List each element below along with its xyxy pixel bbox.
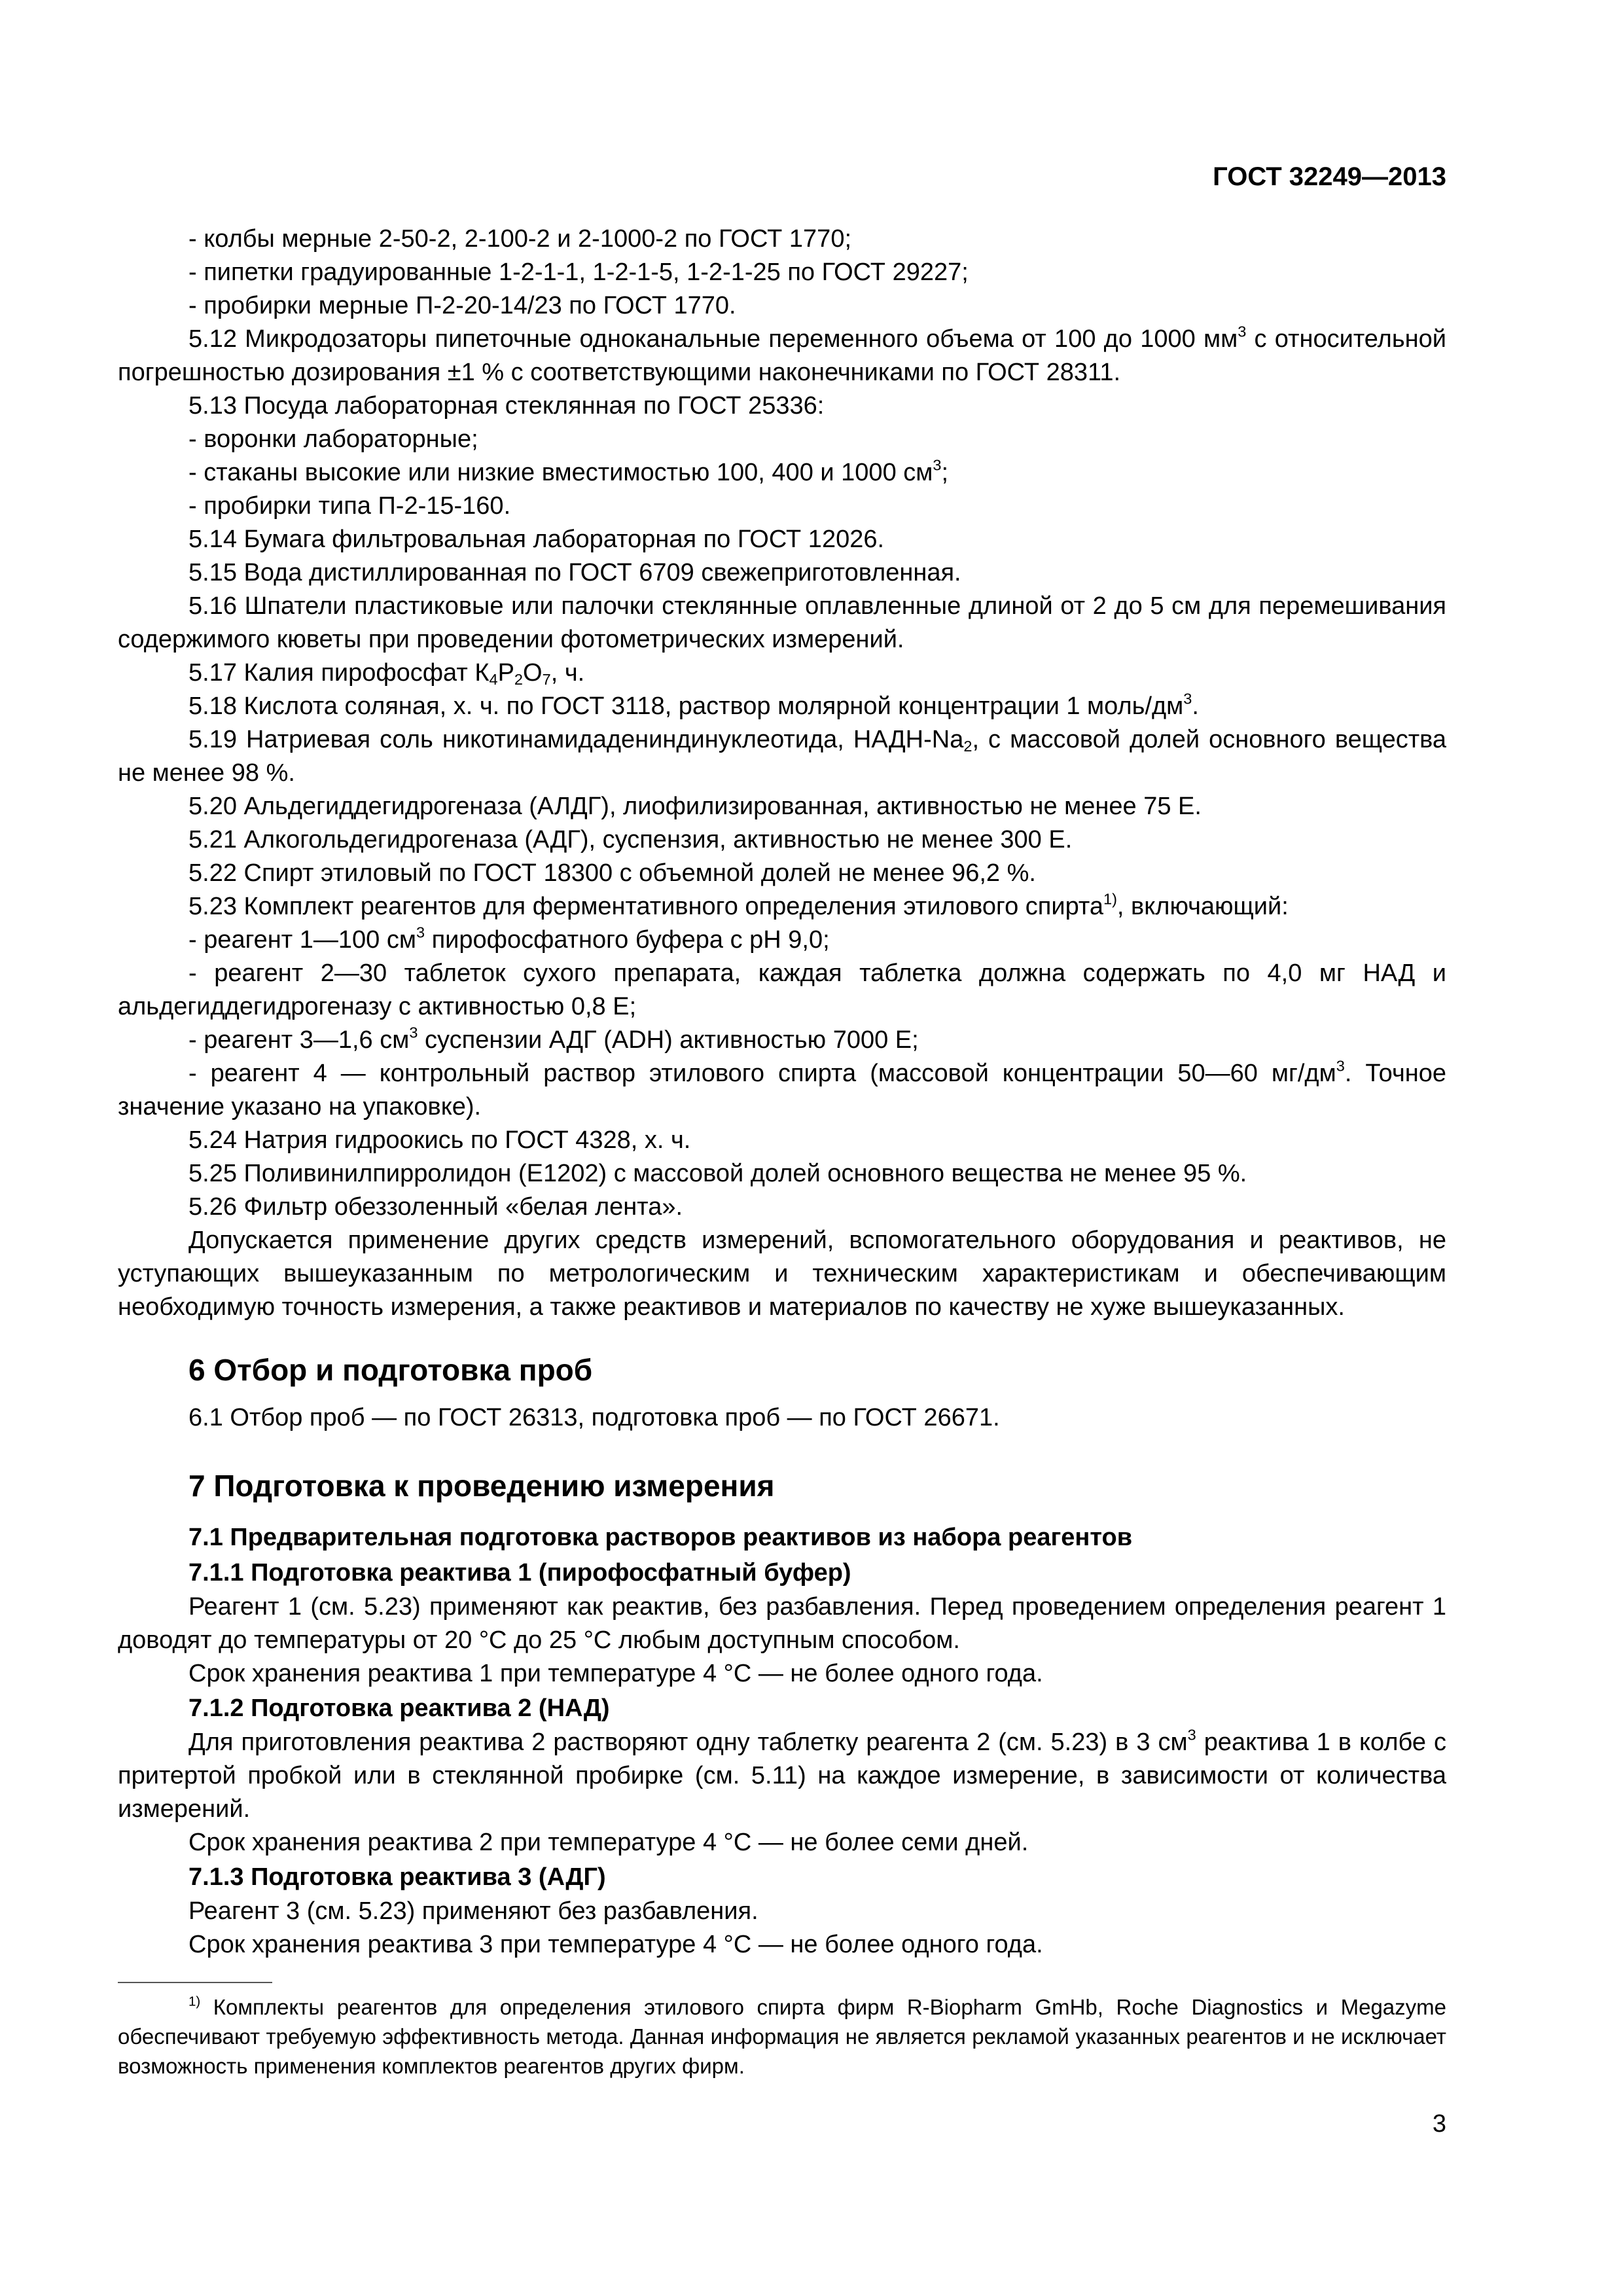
paragraph-5-24: 5.24 Натрия гидроокись по ГОСТ 4328, х. ч. <box>188 1126 691 1154</box>
list-item: - реагент 1—100 $см^3$ пирофосфатного буфера с рН 9,0; <box>188 924 830 954</box>
paragraph-allowance: Допускается применение других средств измерений, вспомогательного оборудования и реактивов, не уступающих вышеуказанным по метрологическим и техническим характеристикам и обеспечивающим необходимую точность измерения, а также реактивов и материалов по качеству не хуже вышеуказанных. <box>118 1227 1446 1321</box>
list-item: - воронки лабораторные; <box>188 425 478 453</box>
list-item: - реагент 2—30 таблеток сухого препарата, каждая таблетка должна содержать по 4,0 мг НАД и альдегиддегидрогеназу с активностью 0,8 Е; <box>118 960 1446 1020</box>
subsection-heading-7-1-3: 7.1.3 Подготовка реактива 3 (АДГ) <box>188 1863 606 1891</box>
paragraph-5-12: 5.12 Микродозаторы пипеточные одноканальные переменного объема от 100 до 1000 $мм^3$ с относительной погрешностью дозирования ±1 % с соответствующими наконечниками по ГОСТ 28311. <box>118 323 1446 386</box>
paragraph-5-18: 5.18 Кислота соляная, х. ч. по ГОСТ 3118, раствор молярной концентрации 1 моль/$дм^3$. <box>188 690 1199 720</box>
list-item: - стаканы высокие или низкие вместимостью 100, 400 и 1000 $см^3$; <box>188 456 949 486</box>
paragraph: Срок хранения реактива 2 при температуре 4 °С — не более семи дней. <box>188 1829 1029 1856</box>
list-item: - пипетки градуированные 1-2-1-1, 1-2-1-5, 1-2-1-25 по ГОСТ 29227; <box>188 259 969 286</box>
footnote-text: Комплекты реагентов для определения этилового спирта фирм R-Biopharm GmHb, Roche Diagnostics и Megazyme обеспечивают требуемую эффективность метода. Данная информация не является рекламой указанных реагентов и не исключает возможность применения комплектов реагентов других фирм. <box>118 1995 1446 2078</box>
footnote-ref: 1) <box>1103 890 1117 908</box>
footnote-marker: 1) <box>188 1994 201 2009</box>
paragraph-5-22: 5.22 Спирт этиловый по ГОСТ 18300 с объемной долей не менее 96,2 %. <box>188 859 1036 887</box>
list-item: - реагент 3—1,6 $см^3$ суспензии АДГ (ADH) активностью 7000 Е; <box>188 1024 919 1054</box>
subsection-heading-7-1-2: 7.1.2 Подготовка реактива 2 (НАД) <box>188 1695 610 1722</box>
document-header: ГОСТ 32249—2013 <box>1213 162 1446 191</box>
paragraph: Реагент 3 (см. 5.23) применяют без разбавления. <box>188 1897 758 1925</box>
paragraph-5-23: 5.23 Комплект реагентов для ферментативного определения этилового спирта$^{1)}$, включающий: <box>188 890 1289 920</box>
paragraph-5-19: 5.19 Натриевая соль никотинамидадениндинуклеотида, НАДН-$Na_2$, с массовой долей основного вещества не менее 98 %. <box>118 726 1446 787</box>
paragraph-6-1: 6.1 Отбор проб — по ГОСТ 26313, подготовка проб — по ГОСТ 26671. <box>188 1404 1000 1431</box>
paragraph-5-15: 5.15 Вода дистиллированная по ГОСТ 6709 свежеприготовленная. <box>188 559 961 586</box>
paragraph-5-21: 5.21 Алкогольдегидрогеназа (АДГ), суспензия, активностью не менее 300 Е. <box>188 826 1073 853</box>
paragraph-5-20: 5.20 Альдегиддегидрогеназа (АЛДГ), лиофилизированная, активностью не менее 75 Е. <box>188 793 1202 820</box>
paragraph-5-17: 5.17 Калия пирофосфат $К_4Р_2О_7$, ч. <box>188 659 585 688</box>
paragraph: Срок хранения реактива 1 при температуре 4 °С — не более одного года. <box>188 1660 1043 1687</box>
paragraph-5-25: 5.25 Поливинилпирролидон (Е1202) с массовой долей основного вещества не менее 95 %. <box>188 1160 1247 1187</box>
paragraph: Срок хранения реактива 3 при температуре 4 °С — не более одного года. <box>188 1931 1043 1958</box>
footnote-divider <box>118 1982 272 1983</box>
list-item: - пробирки типа П-2-15-160. <box>188 492 511 520</box>
section-heading-7: 7 Подготовка к проведению измерения <box>188 1469 775 1503</box>
paragraph-5-14: 5.14 Бумага фильтровальная лабораторная по ГОСТ 12026. <box>188 526 885 553</box>
paragraph-5-26: 5.26 Фильтр обеззоленный «белая лента». <box>188 1193 683 1221</box>
list-item: - реагент 4 — контрольный раствор этилового спирта (массовой концентрации 50—60 $мг/дм^3$. Точное значение указано на упаковке). <box>118 1057 1447 1121</box>
subsection-heading-7-1-1: 7.1.1 Подготовка реактива 1 (пирофосфатный буфер) <box>188 1559 851 1587</box>
list-item: - колбы мерные 2-50-2, 2-100-2 и 2-1000-2 по ГОСТ 1770; <box>188 225 852 253</box>
paragraph: Для приготовления реактива 2 растворяют одну таблетку реагента 2 (см. 5.23) в 3 $см^3$ реактива 1 в колбе с притертой пробкой или в стеклянной пробирке (см. 5.11) на каждое измерение, в зависимости от количества измерений. <box>118 1726 1446 1823</box>
paragraph-5-13: 5.13 Посуда лабораторная стеклянная по ГОСТ 25336: <box>188 392 825 420</box>
page-number: 3 <box>1432 2110 1446 2138</box>
subsection-heading-7-1: 7.1 Предварительная подготовка растворов реактивов из набора реагентов <box>188 1524 1133 1551</box>
section-heading-6: 6 Отбор и подготовка проб <box>188 1353 593 1387</box>
list-item: - пробирки мерные П-2-20-14/23 по ГОСТ 1770. <box>188 292 736 319</box>
footnote <box>118 1992 1446 2081</box>
paragraph-5-16: 5.16 Шпатели пластиковые или палочки стеклянные оплавленные длиной от 2 до 5 см для перемешивания содержимого кюветы при проведении фотометрических измерений. <box>118 592 1446 653</box>
document-body <box>118 223 1446 1962</box>
paragraph: Реагент 1 (см. 5.23) применяют как реактив, без разбавления. Перед проведением определения реагент 1 доводят до температуры от 20 °С до 25 °С любым доступным способом. <box>118 1593 1446 1654</box>
document-page <box>118 0 1446 2296</box>
